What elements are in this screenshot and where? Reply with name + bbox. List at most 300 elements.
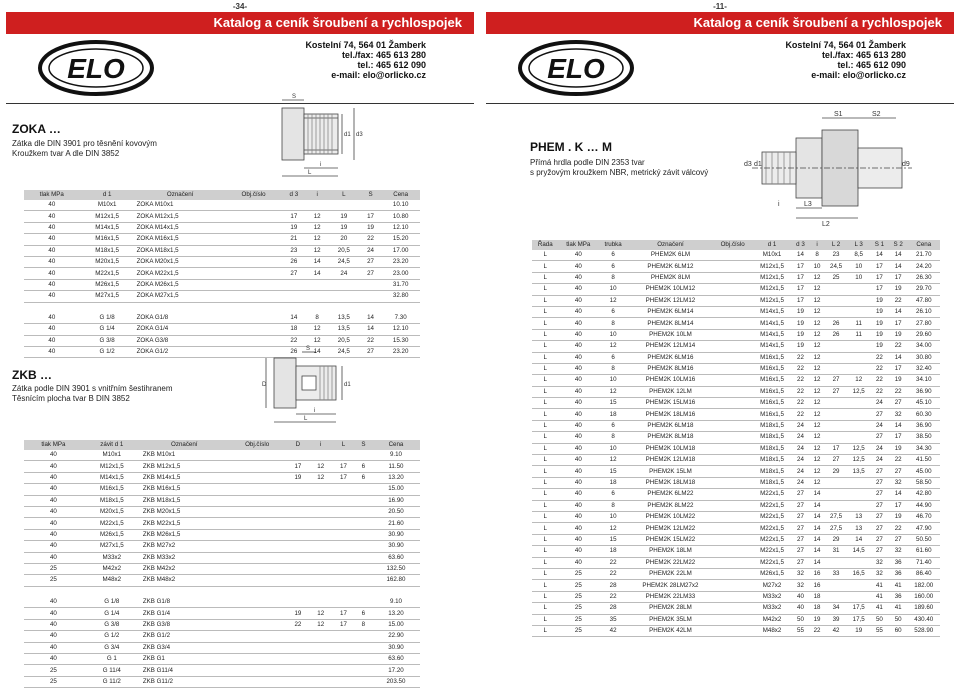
zoka-header-cell: Obj.číslo [226,190,282,200]
table-cell: ZOKA M26x1,5 [135,279,226,290]
table-cell: 40 [559,534,599,545]
table-cell: 40 [24,461,83,472]
table-cell: 32 [870,568,889,579]
table-cell [825,295,848,306]
table-cell [360,291,382,302]
table-cell: 40 [24,324,80,335]
table-cell: ZKB M27x2 [141,541,228,552]
table-cell: 44.90 [908,500,940,511]
table-cell: 36 [889,568,908,579]
table-cell: 40 [24,619,83,630]
table-cell [287,597,310,608]
catalog-banner: Katalog a ceník šroubení a rychlospojek [486,12,954,34]
table-cell: M22x1,5 [80,268,135,279]
table-row [532,386,940,397]
table-row [24,518,420,529]
table-cell: 24 [792,432,810,443]
table-cell: 40 [24,654,83,665]
catalog-banner: Katalog a ceník šroubení a rychlospojek [6,12,474,34]
table-cell: G 1/2 [80,347,135,358]
zkb-description [12,384,173,404]
table-cell: PHEM2K 12LM18 [628,455,713,466]
table-cell: 14 [809,534,824,545]
table-cell: 8,5 [847,250,870,261]
table-cell: M33x2 [83,552,141,563]
table-cell: PHEM2K 8LM14 [628,318,713,329]
table-cell: 15 [598,466,628,477]
table-cell: 40 [559,557,599,568]
table-cell: 12 [809,284,824,295]
table-cell [309,631,332,642]
table-cell: 12 [809,432,824,443]
table-cell: 12 [598,455,628,466]
table-cell: 10.10 [381,200,420,211]
table-cell: 26 [281,347,306,358]
table-cell: 41 [889,580,908,591]
table-cell [847,409,870,420]
table-cell: 17 [792,261,810,272]
table-cell [713,591,753,602]
table-cell: 14 [870,250,889,261]
table-cell: ZKB M10x1 [141,450,228,461]
table-cell: 40 [559,250,599,261]
table-cell: 8 [306,313,328,324]
table-row [24,654,420,665]
table-row [532,398,940,409]
table-cell: 13 [847,523,870,534]
zoka-header-cell: i [306,190,328,200]
table-cell [713,489,753,500]
table-cell: ZOKA M10x1 [135,200,226,211]
table-cell: M27x2 [752,580,791,591]
table-cell [228,631,287,642]
table-cell: 27 [825,455,848,466]
table-cell: 27 [870,477,889,488]
table-cell: 12 [598,341,628,352]
table-cell: 32 [889,477,908,488]
table-cell: M12x1,5 [80,211,135,222]
zoka-plug-drawing [268,92,378,182]
table-cell: 23 [825,250,848,261]
table-row [24,245,420,256]
table-cell: ZKB G1 [141,654,228,665]
table-cell: 20,5 [328,335,360,346]
table-cell [847,363,870,374]
table-cell [287,484,310,495]
table-cell: 40 [24,472,83,483]
label-d1: d1 [344,132,351,138]
table-cell [309,506,332,517]
table-cell [372,586,420,597]
table-cell: PHEM2K 22LM [628,568,713,579]
table-cell: 40 [24,200,80,211]
table-cell: 27 [360,256,382,267]
table-cell: PHEM2K 10LM22 [628,511,713,522]
table-cell: 6 [598,261,628,272]
table-cell: 17 [889,363,908,374]
label-i: i [320,162,322,168]
table-cell: 22 [889,295,908,306]
table-cell [228,619,287,630]
table-cell [309,586,332,597]
table-cell: 12 [809,477,824,488]
table-cell [847,432,870,443]
table-row [24,450,420,461]
table-cell: 27 [792,500,810,511]
table-cell: 40 [559,500,599,511]
table-cell [825,284,848,295]
table-cell: 6 [355,472,372,483]
table-cell: 18 [809,603,824,614]
table-cell: 12,5 [847,386,870,397]
table-cell: 22 [360,234,382,245]
table-cell: M10x1 [83,450,141,461]
table-cell [825,580,848,591]
table-cell [847,420,870,431]
table-cell: 19 [792,306,810,317]
table-cell: 17 [870,284,889,295]
table-cell [847,295,870,306]
divider [486,103,954,104]
table-cell: 17.00 [381,245,420,256]
zkb-plug-drawing [262,346,372,426]
table-cell: 40 [24,597,83,608]
table-cell: M16x1,5 [80,234,135,245]
table-cell: 40 [559,398,599,409]
table-cell: G 1/8 [80,313,135,324]
table-cell: 27.80 [908,318,940,329]
table-cell: M18x1,5 [752,432,791,443]
table-cell: 17,5 [847,614,870,625]
table-cell: 22 [889,386,908,397]
table-row [532,329,940,340]
table-cell: L [532,341,559,352]
table-cell: 40 [24,291,80,302]
zkb-header-cell: D [287,440,310,450]
table-cell [332,450,355,461]
table-cell: 23 [281,245,306,256]
table-cell: 63.60 [372,552,420,563]
table-cell: 528.90 [908,625,940,636]
table-cell [713,523,753,534]
table-cell [332,676,355,687]
table-cell: PHEM2K 6LM22 [628,489,713,500]
zkb-header-cell: Obj.číslo [228,440,287,450]
table-cell [228,586,287,597]
table-cell: 12,5 [847,443,870,454]
table-cell: ZKB G3/8 [141,619,228,630]
table-cell: 22 [360,335,382,346]
contact-block [785,40,906,80]
table-cell: 40 [559,261,599,272]
zkb-header-cell: L [332,440,355,450]
table-cell [228,518,287,529]
table-cell [713,534,753,545]
contact-email[interactable]: e-mail: elo@orlicko.cz [331,70,426,80]
table-cell: 55 [870,625,889,636]
table-cell: 24 [870,398,889,409]
table-cell: 40 [24,541,83,552]
table-row [532,363,940,374]
zoka-description [12,139,157,159]
table-cell [80,302,135,313]
table-cell: 27 [870,511,889,522]
table-cell: 40 [24,245,80,256]
table-cell: 25 [559,591,599,602]
contact-block [305,40,426,80]
table-cell [355,518,372,529]
table-cell [713,341,753,352]
table-cell: 6 [598,420,628,431]
table-cell: 40 [792,591,810,602]
table-cell: M18x1,5 [752,466,791,477]
table-cell: L [532,523,559,534]
table-cell: 22 [889,455,908,466]
table-cell: L [532,443,559,454]
table-cell: 27 [792,534,810,545]
table-cell: PHEM2K 8LM [628,272,713,283]
table-cell: 12 [306,245,328,256]
table-cell: 27 [792,546,810,557]
table-cell: 25 [825,272,848,283]
table-cell: L [532,306,559,317]
table-cell: 14 [809,511,824,522]
table-cell [847,352,870,363]
table-cell: 27 [792,557,810,568]
table-cell: 18 [598,409,628,420]
table-cell: PHEM2K 22LM22 [628,557,713,568]
table-cell: 10 [598,284,628,295]
table-cell: 40 [24,631,83,642]
table-cell: 36 [889,591,908,602]
table-cell [713,511,753,522]
table-cell: 58.50 [908,477,940,488]
label-d9: d9 [902,161,910,168]
table-cell: 47.80 [908,295,940,306]
table-cell [360,302,382,313]
table-cell: 40 [559,295,599,306]
label-l2: L2 [822,221,830,228]
table-cell: 20 [328,234,360,245]
table-cell: 32 [889,409,908,420]
contact-email[interactable]: e-mail: elo@orlicko.cz [811,70,906,80]
table-cell [825,352,848,363]
table-cell [228,506,287,517]
zkb-table [24,440,420,688]
table-cell: 40 [24,211,80,222]
table-cell: 19 [360,222,382,233]
table-cell: 16 [809,568,824,579]
table-row [24,291,420,302]
table-cell: 19 [287,472,310,483]
right-page [480,0,960,672]
table-cell: 24 [792,455,810,466]
table-cell [713,363,753,374]
table-cell [226,200,282,211]
table-row [24,631,420,642]
table-cell: 50.50 [908,534,940,545]
table-cell: L [532,466,559,477]
table-cell: 14 [360,313,382,324]
table-cell [381,302,420,313]
label-s: S [292,94,297,100]
table-cell: 32 [792,580,810,591]
table-cell: 29.60 [908,329,940,340]
table-cell: 36.90 [908,420,940,431]
table-cell: 12 [598,295,628,306]
table-cell [309,597,332,608]
table-cell: L [532,591,559,602]
table-cell: ZKB M22x1,5 [141,518,228,529]
table-cell: 21.60 [372,518,420,529]
table-cell [713,568,753,579]
table-cell: 40 [24,335,80,346]
table-cell: 18 [598,477,628,488]
table-cell [228,642,287,653]
table-cell: M42x2 [83,563,141,574]
table-cell: M10x1 [752,250,791,261]
phem-header-cell: L 3 [847,240,870,250]
page-number: -11- [713,2,727,11]
table-cell: L [532,398,559,409]
phem-header-cell: trubka [598,240,628,250]
table-cell: 19 [328,222,360,233]
table-cell: 41.50 [908,455,940,466]
table-cell: 22 [792,398,810,409]
table-cell: 6 [598,250,628,261]
table-cell: 40 [559,318,599,329]
table-cell: 13,5 [328,313,360,324]
table-cell: M18x1,5 [80,245,135,256]
table-cell: ZOKA M18x1,5 [135,245,226,256]
table-cell: 40 [24,529,83,540]
table-cell: 9.10 [372,450,420,461]
label-l3: L3 [804,201,812,208]
table-cell: ZKB M26x1,5 [141,529,228,540]
table-cell: M48x2 [83,575,141,586]
table-cell: 41 [870,591,889,602]
table-row [532,352,940,363]
table-row [24,506,420,517]
table-cell [228,552,287,563]
phem-table [532,240,940,637]
table-cell: 6 [598,352,628,363]
table-cell: 25 [24,563,83,574]
table-cell [287,552,310,563]
table-cell: 10 [598,329,628,340]
table-cell: 32 [889,546,908,557]
table-cell: 42.80 [908,489,940,500]
table-cell: M33x2 [752,603,791,614]
table-cell: 40 [559,284,599,295]
table-cell [332,552,355,563]
table-cell: 17 [332,472,355,483]
table-cell [281,279,306,290]
table-cell: M16x1,5 [752,375,791,386]
table-cell [306,302,328,313]
table-cell: 18 [809,591,824,602]
table-cell [328,302,360,313]
table-cell [332,597,355,608]
phem-desc-line: Přímá hrdla podle DIN 2353 tvar [530,158,645,167]
table-cell [287,642,310,653]
table-cell: 19 [889,329,908,340]
table-cell: 27 [870,466,889,477]
table-cell: L [532,375,559,386]
table-row [532,295,940,306]
table-cell [825,306,848,317]
table-cell: L [532,432,559,443]
table-cell [355,631,372,642]
table-cell [332,518,355,529]
table-cell: 50 [870,614,889,625]
table-cell [309,665,332,676]
table-cell [332,642,355,653]
table-cell [847,477,870,488]
table-cell: L [532,284,559,295]
table-cell: 19 [287,608,310,619]
table-cell: 40 [559,420,599,431]
table-row [532,534,940,545]
table-cell [306,200,328,211]
table-cell: 27 [889,466,908,477]
table-cell: 41 [870,603,889,614]
phem-header-cell: S 1 [870,240,889,250]
table-cell: 27 [825,386,848,397]
table-cell: 8 [598,318,628,329]
table-cell: 46.70 [908,511,940,522]
table-cell: 16.90 [372,495,420,506]
table-cell: 40 [24,506,83,517]
table-cell: 19 [870,306,889,317]
table-cell: G 1/4 [80,324,135,335]
table-cell: M48x2 [752,625,791,636]
table-cell: 12 [306,324,328,335]
table-cell [713,250,753,261]
table-cell: 40 [24,256,80,267]
table-cell: 25 [24,676,83,687]
table-cell: L [532,603,559,614]
table-cell: G 1/2 [83,631,141,642]
table-cell: M12x1,5 [752,272,791,283]
table-cell: 8 [598,272,628,283]
table-cell: ZKB G3/4 [141,642,228,653]
table-cell: 22 [281,335,306,346]
table-row [532,466,940,477]
table-cell: 14 [809,489,824,500]
table-row [532,568,940,579]
table-cell: 12 [306,222,328,233]
table-cell: 41 [870,580,889,591]
table-cell: 41 [889,603,908,614]
table-cell [309,552,332,563]
table-cell: 12 [809,363,824,374]
table-cell [228,461,287,472]
table-cell: 14 [809,557,824,568]
table-cell [847,398,870,409]
table-cell: PHEM2K 18LM16 [628,409,713,420]
table-cell [226,324,282,335]
table-cell: 19 [870,329,889,340]
table-cell [228,665,287,676]
table-cell: 25 [559,580,599,591]
table-cell: M20x1,5 [80,256,135,267]
table-cell [847,489,870,500]
table-cell: L [532,580,559,591]
table-cell [287,529,310,540]
table-cell: ZKB G1/4 [141,608,228,619]
table-cell [825,420,848,431]
